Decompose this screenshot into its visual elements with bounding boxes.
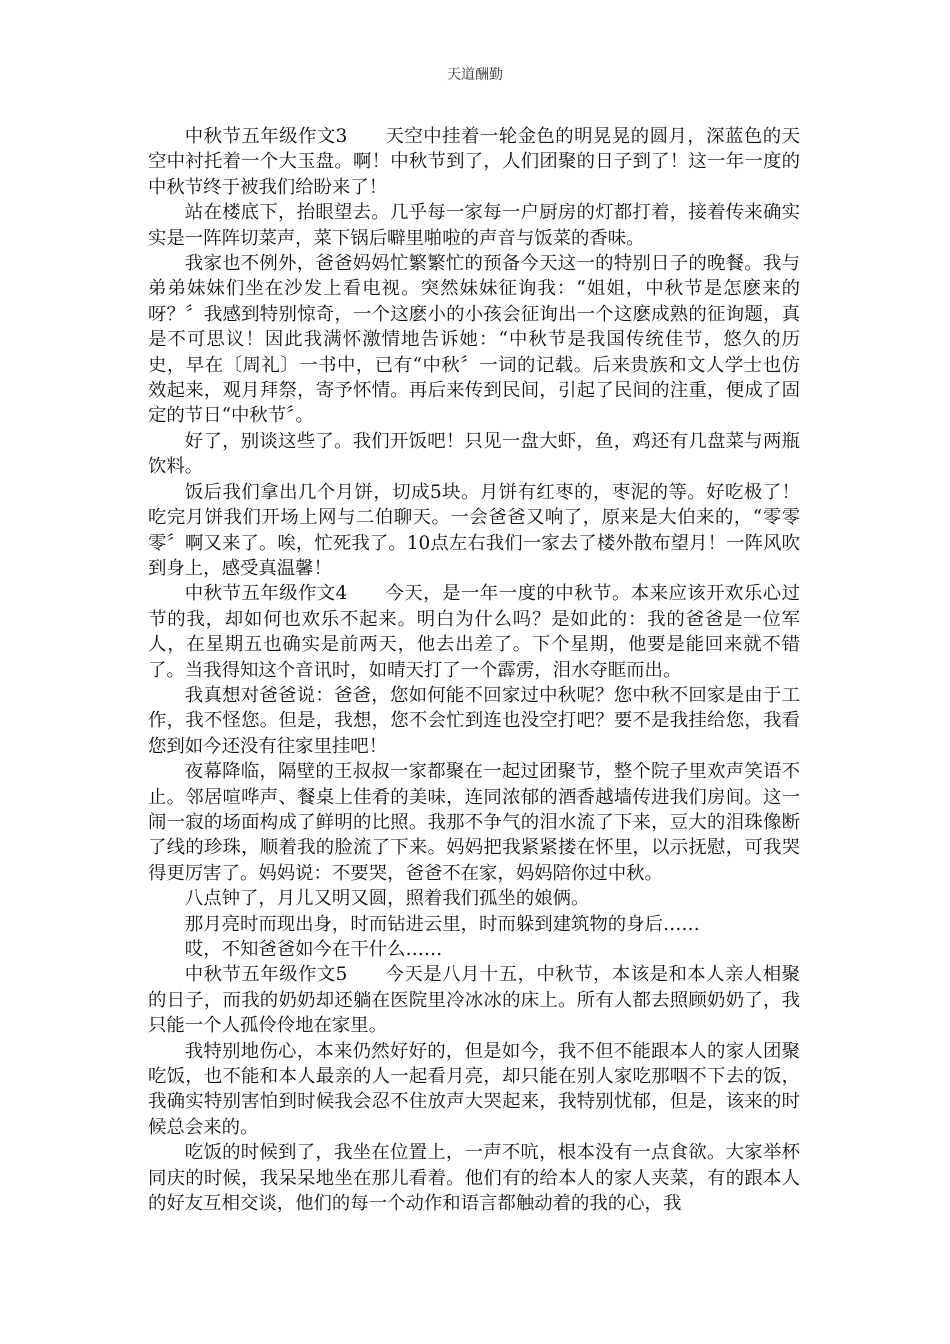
paragraph: 饭后我们拿出几个月饼，切成5块。月饼有红枣的，枣泥的等。好吃极了！吃完月饼我们开场上网与二伯聊天。一会爸爸又响了，原来是大伯来的，“零零零〞啊又来了。唉，忙死我了。10点左右我们一家去了楼外散布望月！一阵风吹到身上，感受真温馨！ — [148, 481, 800, 579]
paragraph: 我家也不例外，爸爸妈妈忙繁繁忙的预备今天这一的特别日子的晚餐。我与弟弟妹妹们坐在沙发上看电视。突然妹妹征询我：“姐姐，中秋节是怎麽来的呀？〞我感到特别惊奇，一个这麽小的小孩会征询出一个这麽成熟的征询题，真是不可思议！因此我满怀激情地告诉她：“中秋节是我国传统佳节，悠久的历史，早在〔周礼〕一书中，已有“中秋〞一词的记载。后来贵族和文人学士也仿效起来，观月拜祭，寄予怀情。再后来传到民间，引起了民间的注重，便成了固定的节日“中秋节〞。 — [148, 253, 800, 427]
paragraph: 中秋节五年级作文3 天空中挂着一轮金色的明晃晃的圆月，深蓝色的天空中衬托着一个大玉盘。啊！中秋节到了，人们团聚的日子到了！这一年一度的中秋节终于被我们给盼来了！ — [148, 126, 800, 198]
paragraph: 夜幕降临，隔壁的王叔叔一家都聚在一起过团聚节，整个院子里欢声笑语不止。邻居喧哗声、餐桌上佳肴的美味，连同浓郁的酒香越墙传进我们房间。这一闹一寂的场面构成了鲜明的比照。我那不争气的泪水流了下来，豆大的泪珠像断了线的珍珠，顺着我的脸流了下来。妈妈把我紧紧搂在怀里，以示抚慰，可我哭得更厉害了。妈妈说：不要哭，爸爸不在家，妈妈陪你过中秋。 — [148, 761, 800, 884]
paragraph: 我真想对爸爸说：爸爸，您如何能不回家过中秋呢？您中秋不回家是由于工作，我不怪您。但是，我想，您不会忙到连也没空打吧？要不是我挂给您，我看您到如今还没有往家里挂吧！ — [148, 684, 800, 757]
paragraph: 好了，别谈这些了。我们开饭吧！只见一盘大虾，鱼，鸡还有几盘菜与两瓶饮料。 — [148, 430, 800, 478]
paragraph: 中秋节五年级作文4 今天，是一年一度的中秋节。本来应该开欢乐心过节的我，却如何也欢乐不起来。明白为什么吗？是如此的：我的爸爸是一位军人，在星期五也确实是前两天，他去出差了。下个星期，他要是能回来就不错了。当我得知这个音讯时，如晴天打了一个霹雳，泪水夺眶而出。 — [148, 583, 800, 681]
paragraph: 我特别地伤心，本来仍然好好的，但是如今，我不但不能跟本人的家人团聚吃饭，也不能和本人最亲的人一起看月亮，却只能在别人家吃那咽不下去的饭，我确实特别害怕到时候我会忍不住放声大哭起来，我特别忧郁，但是，该来的时候总会来的。 — [148, 1040, 800, 1138]
paragraph: 站在楼底下，抬眼望去。几乎每一家每一户厨房的灯都打着，接着传来确实实是一阵阵切菜声，菜下锅后噼里啪啦的声音与饭菜的香味。 — [148, 202, 800, 249]
paragraph: 哎，不知爸爸如今在干什么…… — [184, 939, 443, 960]
paragraph: 那月亮时而现出身，时而钻进云里，时而躲到建筑物的身后…… — [184, 913, 700, 935]
paragraph: 中秋节五年级作文5 今天是八月十五，中秋节，本该是和本人亲人相聚的日子，而我的奶奶却还躺在医院里冷冰冰的床上。所有人都去照顾奶奶了，我只能一个人孤伶伶地在家里。 — [148, 964, 800, 1037]
page-header: 天道酬勤 — [447, 67, 503, 83]
paragraph: 吃饭的时候到了，我坐在位置上，一声不吭，根本没有一点食欲。大家举杯同庆的时候，我呆呆地坐在那儿看着。他们有的给本人的家人夹菜，有的跟本人的好友互相交谈，他们的每一个动作和语言都触动着的我的心，我 — [148, 1142, 800, 1215]
paragraph: 八点钟了，月儿又明又圆，照着我们孤坐的娘俩。 — [184, 888, 590, 910]
document-body — [148, 124, 800, 1216]
